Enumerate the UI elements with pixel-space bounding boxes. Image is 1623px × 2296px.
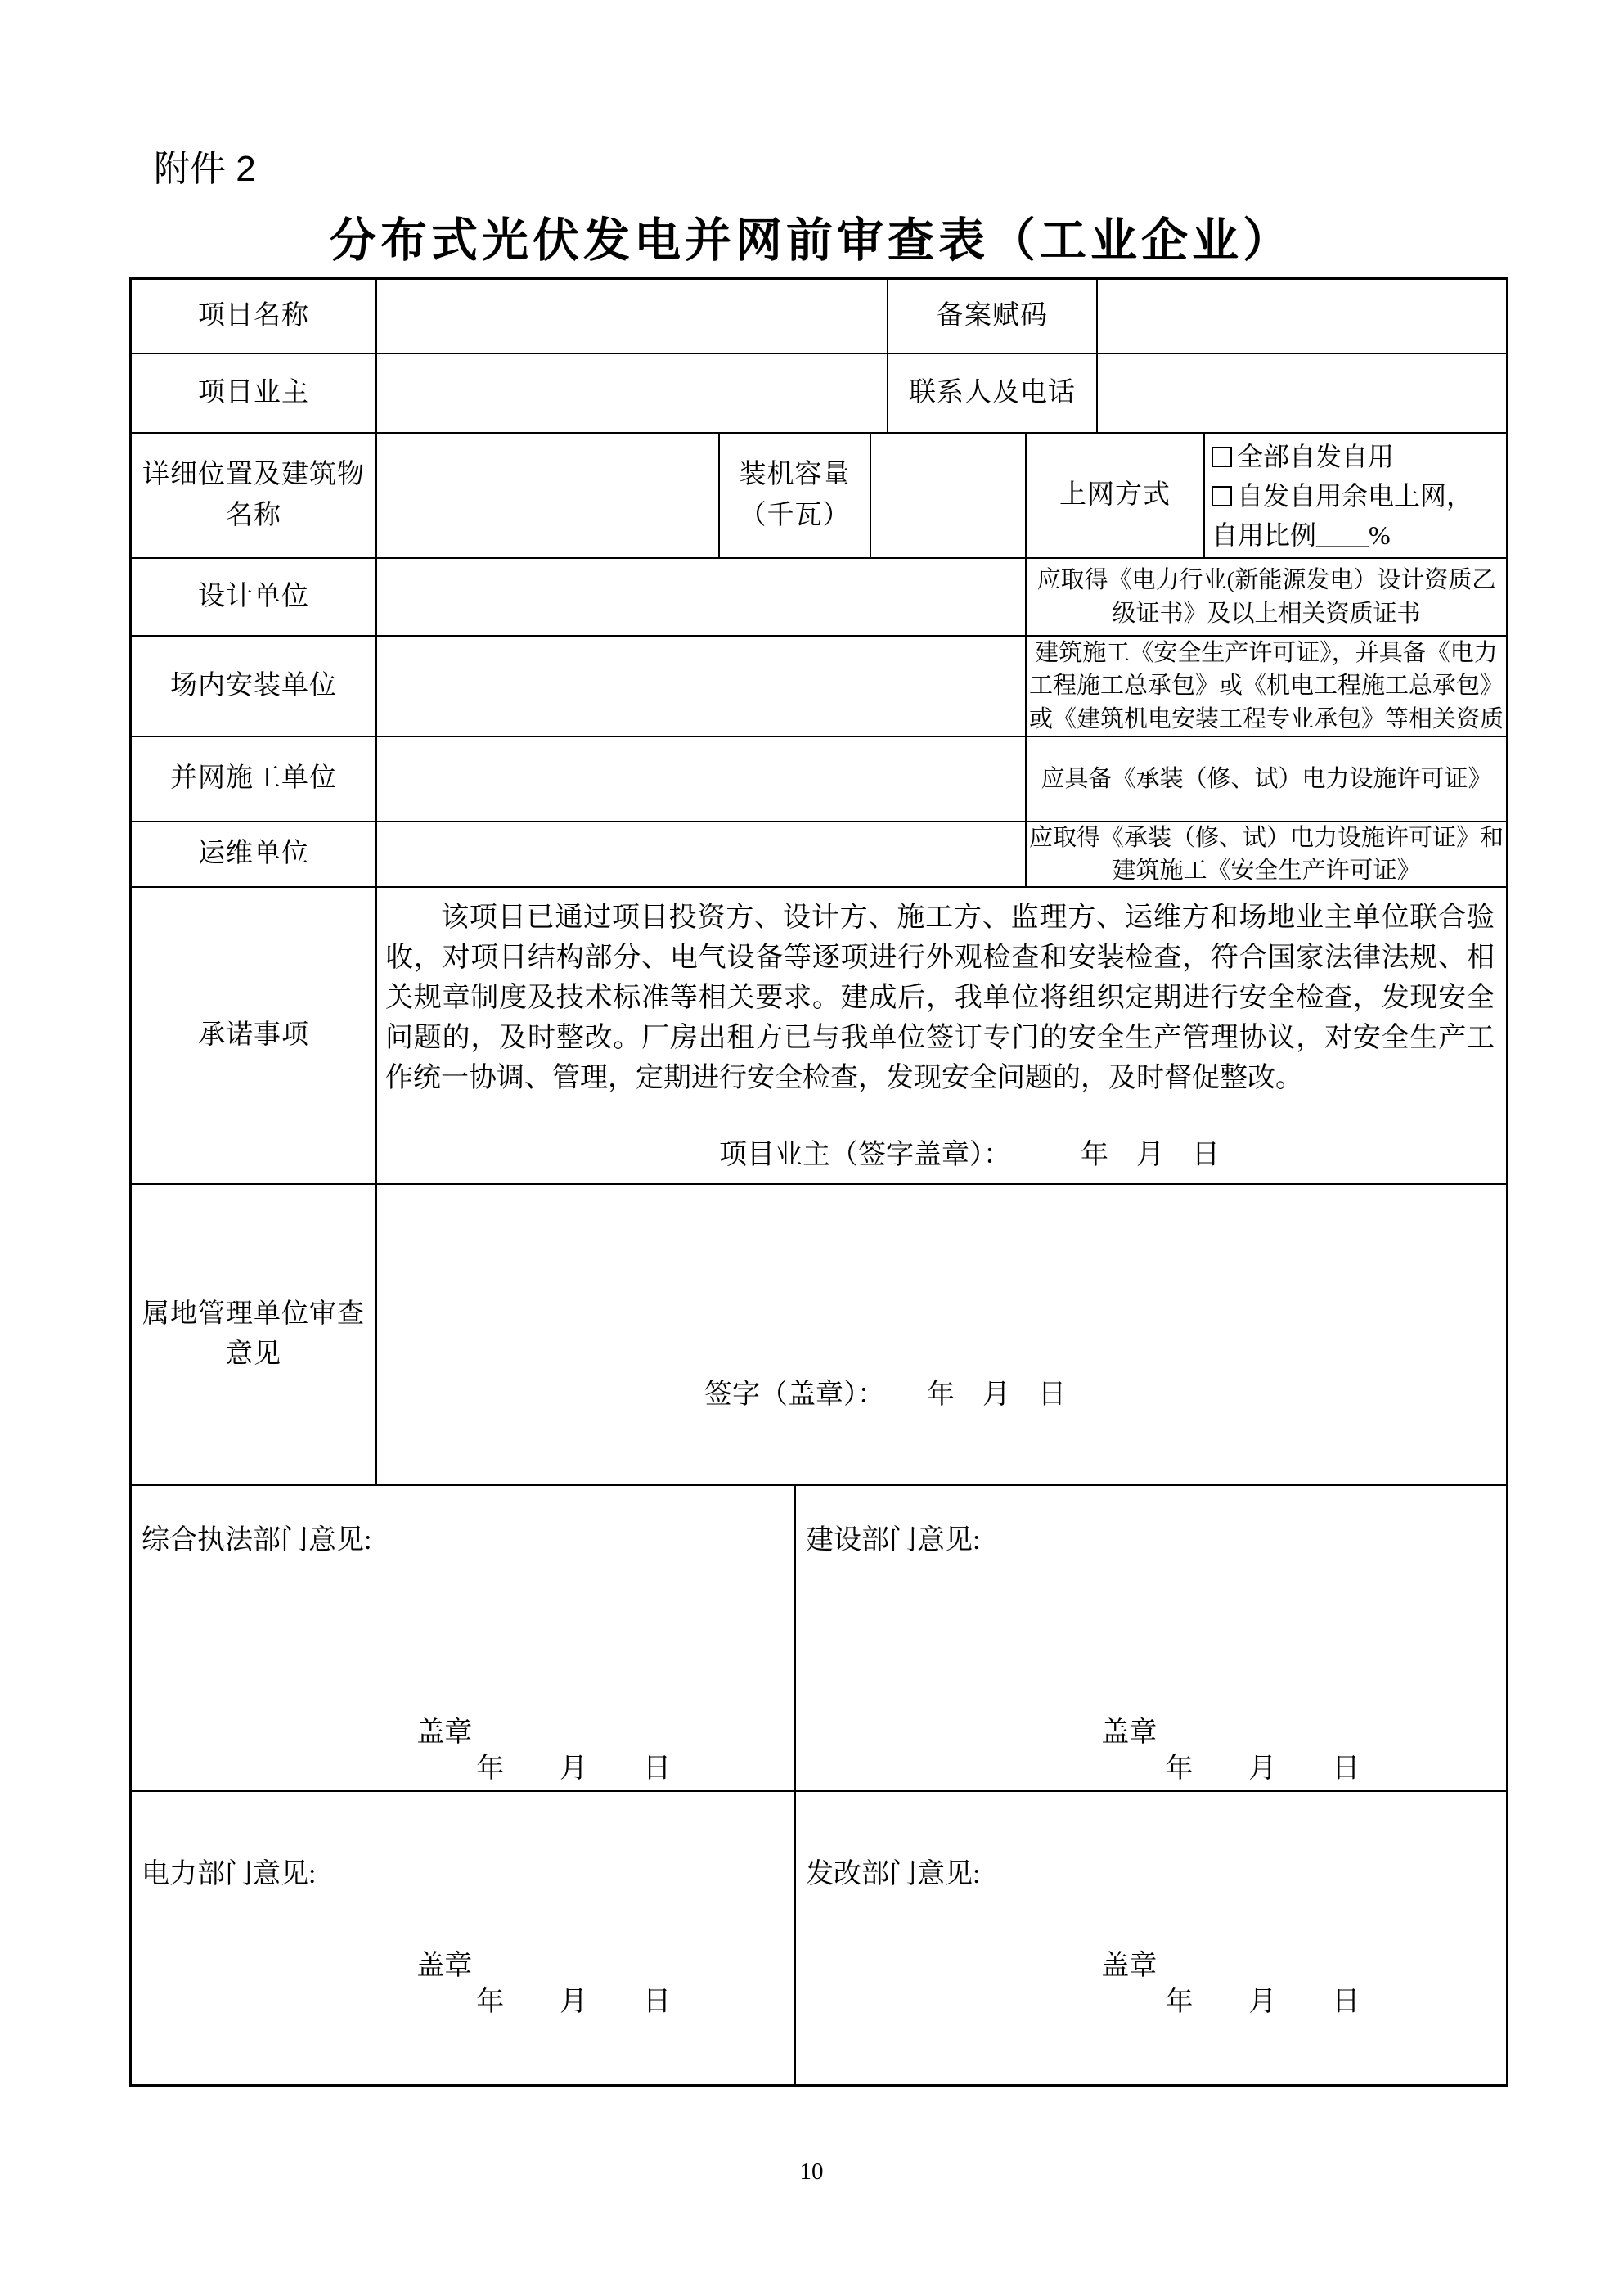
- project-name-label: 项目名称: [132, 280, 377, 354]
- grid-connection-unit-requirement: 应具备《承装（修、试）电力设施许可证》: [1027, 737, 1506, 822]
- self-use-ratio-line: 自用比例____%: [1212, 520, 1391, 550]
- design-unit-field[interactable]: [377, 559, 1027, 637]
- row-site-install-unit: [132, 637, 1506, 737]
- grid-mode-options: [1205, 434, 1506, 559]
- row-territorial-review: [132, 1185, 1506, 1486]
- power-opinion-cell[interactable]: [132, 1792, 796, 2084]
- law-enforcement-seal-label: 盖章: [416, 1717, 473, 1748]
- design-unit-label: 设计单位: [132, 559, 377, 637]
- site-install-unit-label: 场内安装单位: [132, 637, 377, 737]
- checkbox-surplus-to-grid-icon[interactable]: [1212, 486, 1232, 506]
- page-number: 10: [799, 2159, 824, 2185]
- capacity-label: 装机容量（千瓦）: [720, 434, 871, 559]
- grid-connection-unit-label: 并网施工单位: [132, 737, 377, 822]
- row-design-unit: [132, 559, 1506, 637]
- site-install-unit-requirement: 建筑施工《安全生产许可证》，并具备《电力工程施工总承包》或《机电工程施工总承包》或《建筑机电安装工程专业承包》等相关资质: [1027, 637, 1506, 737]
- construction-opinion-cell[interactable]: [796, 1486, 1506, 1792]
- location-field[interactable]: [377, 434, 720, 559]
- design-unit-requirement: 应取得《电力行业(新能源发电）设计资质乙级证书》及以上相关资质证书: [1027, 559, 1506, 637]
- territorial-review-content[interactable]: [377, 1185, 1506, 1486]
- operation-unit-requirement: 应取得《承装（修、试）电力设施许可证》和建筑施工《安全生产许可证》: [1027, 822, 1506, 888]
- operation-unit-field[interactable]: [377, 822, 1027, 888]
- checkbox-all-self-use-icon[interactable]: [1212, 447, 1232, 467]
- row-project-name: [132, 280, 1506, 354]
- grid-connection-unit-field[interactable]: [377, 737, 1027, 822]
- record-code-field[interactable]: [1098, 280, 1506, 354]
- development-reform-opinion-cell[interactable]: [796, 1792, 1506, 2084]
- owner-signature-line: 项目业主（签字盖章）： 年 月 日: [719, 1140, 1220, 1170]
- project-owner-label: 项目业主: [132, 354, 377, 434]
- law-enforcement-opinion-label: 综合执法部门意见:: [142, 1525, 372, 1555]
- commitment-text: 该项目已通过项目投资方、设计方、施工方、监理方、运维方和场地业主单位联合验收，对项目结构部分、电气设备等逐项进行外观检查和安装检查，符合国家法律法规、相关规章制度及技术标准等相关要求。建成后，我单位将组织定期进行安全检查，发现安全问题的，及时整改。厂房出租方已与我单位签订专门的安全生产管理协议，对安全生产工作统一协调、管理，定期进行安全检查，发现安全问题的，及时督促整改。: [385, 903, 1495, 1093]
- site-install-unit-field[interactable]: [377, 637, 1027, 737]
- contact-field[interactable]: [1098, 354, 1506, 434]
- grid-mode-label: 上网方式: [1027, 434, 1205, 559]
- territorial-signature-line: 签字（盖章）： 年 月 日: [704, 1380, 1066, 1410]
- territorial-review-label: 属地管理单位审查意见: [132, 1185, 377, 1486]
- development-reform-opinion-label: 发改部门意见:: [806, 1859, 981, 1889]
- law-enforcement-date-line: 年 月 日: [476, 1754, 672, 1784]
- operation-unit-label: 运维单位: [132, 822, 377, 888]
- row-dept-opinions-2: [132, 1792, 1506, 2084]
- row-commitment: [132, 888, 1506, 1185]
- power-date-line: 年 月 日: [476, 1987, 672, 2017]
- development-reform-seal-label: 盖章: [1101, 1951, 1158, 1981]
- construction-seal-label: 盖章: [1101, 1717, 1158, 1748]
- grid-mode-option-2: [1212, 476, 1472, 515]
- development-reform-date-line: 年 月 日: [1165, 1987, 1360, 2017]
- capacity-field[interactable]: [871, 434, 1027, 559]
- construction-opinion-label: 建设部门意见:: [806, 1525, 981, 1555]
- row-operation-unit: [132, 822, 1506, 888]
- location-label: 详细位置及建筑物名称: [132, 434, 377, 559]
- row-project-owner: [132, 354, 1506, 434]
- power-opinion-label: 电力部门意见:: [142, 1859, 317, 1889]
- row-grid-connection-unit: [132, 737, 1506, 822]
- project-owner-field[interactable]: [377, 354, 888, 434]
- review-form-table: [129, 277, 1508, 2087]
- power-seal-label: 盖章: [416, 1951, 473, 1981]
- commitment-label: 承诺事项: [132, 888, 377, 1185]
- contact-label: 联系人及电话: [888, 354, 1098, 434]
- commitment-content: [377, 888, 1506, 1185]
- grid-mode-option-1: [1212, 437, 1394, 476]
- grid-mode-option-1-label: 全部自发自用: [1237, 441, 1395, 471]
- attachment-label: 附件 2: [154, 149, 256, 189]
- row-location-capacity: [132, 434, 1506, 559]
- record-code-label: 备案赋码: [888, 280, 1098, 354]
- law-enforcement-opinion-cell[interactable]: [132, 1486, 796, 1792]
- grid-mode-option-2-label: 自发自用余电上网，: [1237, 480, 1473, 511]
- construction-date-line: 年 月 日: [1165, 1754, 1360, 1784]
- form-title: 分布式光伏发电并网前审查表（工业企业）: [330, 213, 1293, 268]
- row-dept-opinions-1: [132, 1486, 1506, 1792]
- project-name-field[interactable]: [377, 280, 888, 354]
